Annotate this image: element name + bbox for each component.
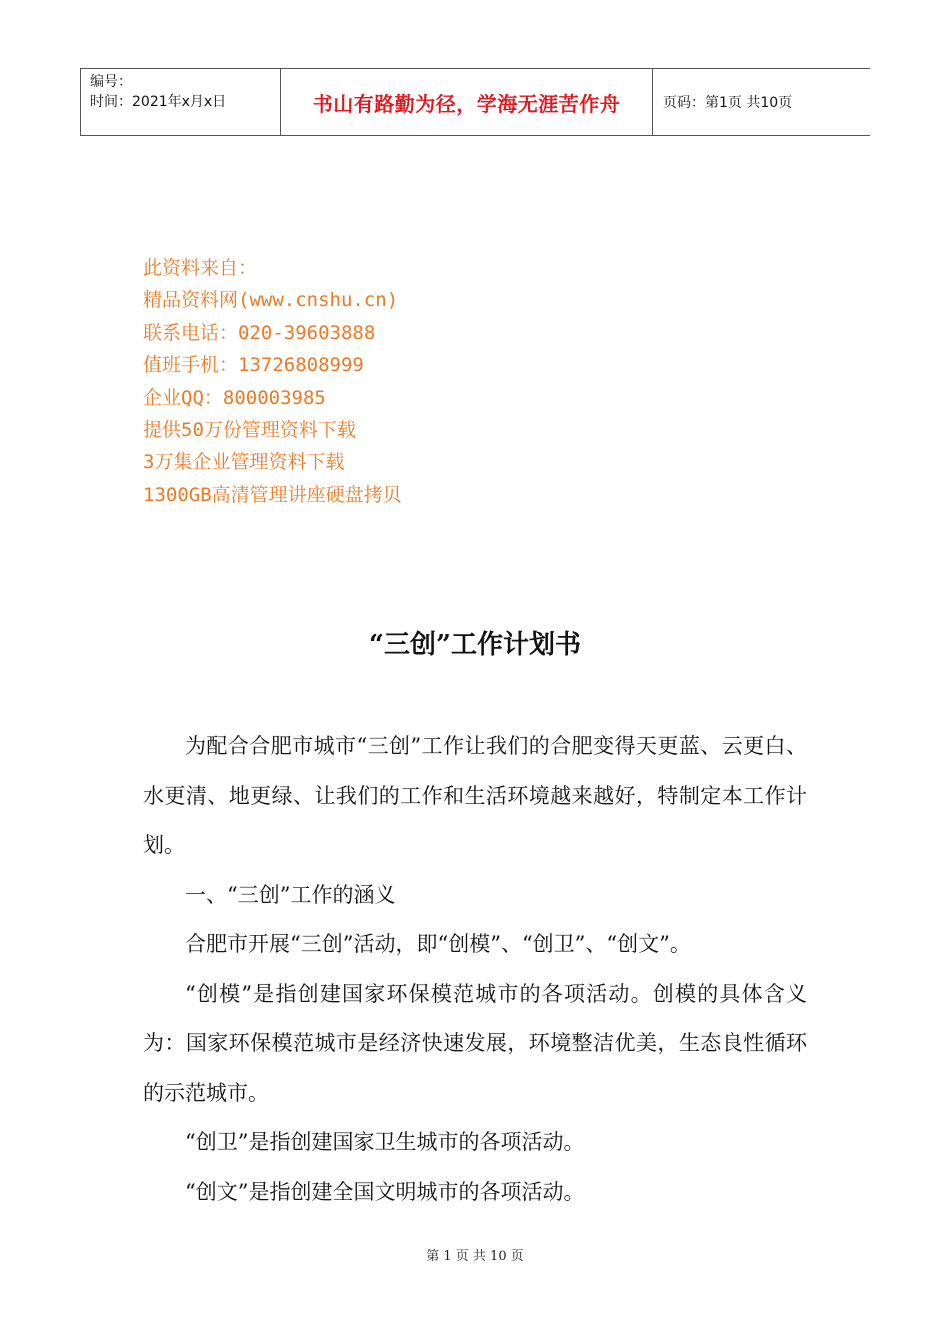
page-footer: 第 1 页 共 10 页 [426, 1249, 524, 1264]
promo-line: 联系电话：020-39603888 [143, 321, 376, 344]
document-body [143, 722, 807, 1217]
paragraph: “创卫”是指创建国家卫生城市的各项活动。 [185, 1130, 585, 1154]
promo-line: 值班手机：13726808999 [143, 354, 364, 377]
paragraph: 合肥市开展“三创”活动，即“创模”、“创卫”、“创文”。 [185, 932, 691, 956]
paragraph: 为配合合肥市城市“三创”工作让我们的合肥变得天更蓝、云更白、水更清、地更绿、让我们的工作和生活环境越来越好，特制定本工作计划。 [143, 734, 807, 857]
header-page-info: 页码：第1页 共10页 [663, 95, 793, 111]
document-title: “三创”工作计划书 [369, 630, 581, 660]
promo-block [143, 252, 402, 511]
date-label: 时间：2021年x月x日 [90, 94, 227, 110]
paragraph: “创文”是指创建全国文明城市的各项活动。 [185, 1179, 585, 1204]
promo-line: 1300GB高清管理讲座硬盘拷贝 [143, 483, 402, 506]
promo-line: 3万集企业管理资料下载 [143, 451, 345, 474]
promo-line: 精品资料网(www.cnshu.cn) [143, 289, 399, 312]
promo-line: 此资料来自： [143, 257, 258, 279]
promo-line: 提供50万份管理资料下载 [143, 419, 356, 442]
serial-label: 编号： [90, 74, 132, 90]
header-meta [80, 69, 281, 135]
page-header [80, 68, 870, 136]
paragraph: “创模”是指创建国家环保模范城市的各项活动。创模的具体含义为：国家环保模范城市是经济快速发展，环境整洁优美，生态良性循环的示范城市。 [143, 981, 807, 1105]
header-motto: 书山有路勤为径，学海无涯苦作舟 [281, 69, 653, 135]
section-heading: 一、“三创”工作的涵义 [185, 882, 396, 907]
promo-line: 企业QQ：800003985 [143, 386, 326, 409]
